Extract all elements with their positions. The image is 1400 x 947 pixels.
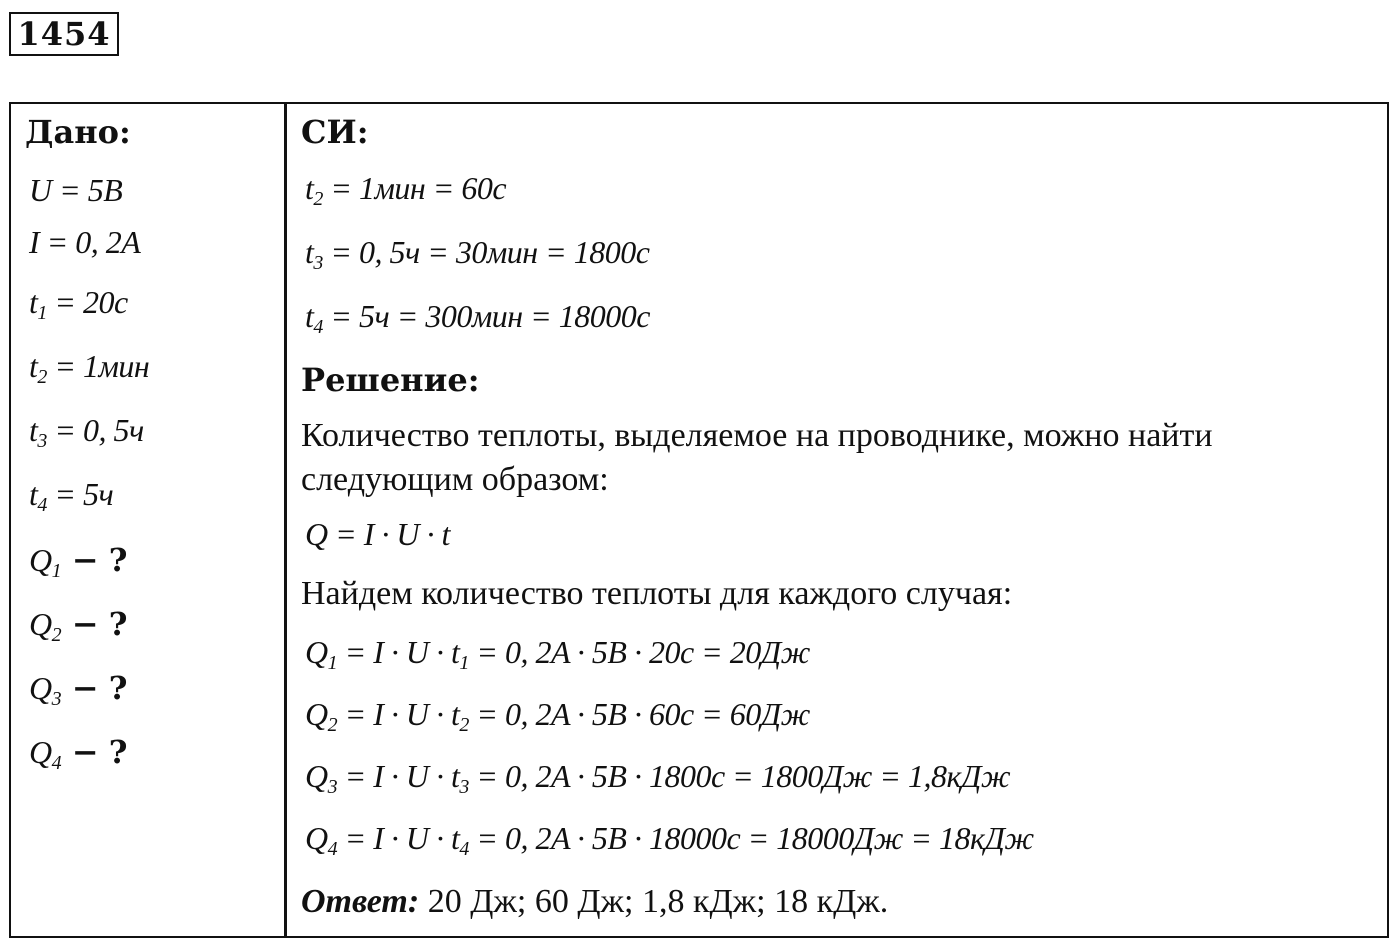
calc-q4: $Q_4 = I \cdot U \cdot t_4 = 0$, 2A · 5B · 18000c = 18000Дж = 18кДж <box>305 820 1034 860</box>
given-time-1: $t_1 = 20c$ <box>29 284 128 324</box>
column-divider <box>284 104 287 936</box>
given-current: I = 0, 2A <box>29 224 141 260</box>
given-voltage: U = 5B <box>29 172 123 208</box>
given-time-2: $t_2 = 1мин$ <box>29 348 150 388</box>
problem-number: 1454 <box>9 12 119 56</box>
answer-label: Ответ: <box>301 883 420 920</box>
calc-q2: $Q_2 = I \cdot U \cdot t_2 = 0$, 2A · 5B · 60c = 60Дж <box>305 696 810 736</box>
unknown-q1: $Q_1$ − ? <box>29 541 127 582</box>
solution-text-3: Найдем количество теплоты для каждого случая: <box>301 575 1013 612</box>
si-time-2: $t_2 = 1мин = 60c$ <box>305 170 507 210</box>
given-time-4: $t_4 = 5ч$ <box>29 476 114 516</box>
calc-q3: $Q_3 = I \cdot U \cdot t_3 = 0$, 2A · 5B · 1800c = 1800Дж = 1,8кДж <box>305 758 1011 798</box>
calc-q1: $Q_1 = I \cdot U \cdot t_1 = 0$, 2A · 5B · 20c = 20Дж <box>305 634 810 674</box>
si-time-3: $t_3 = 0$, 5ч = 30мин = 1800c <box>305 234 650 274</box>
solution-text-1: Количество теплоты, выделяемое на проводнике, можно найти <box>301 417 1213 454</box>
solution-table <box>9 102 1389 938</box>
si-time-4: $t_4 = 5ч = 300мин = 18000c$ <box>305 298 650 338</box>
given-time-3: $t_3 = 0$, 5ч <box>29 412 144 452</box>
unknown-q4: $Q_4$ − ? <box>29 733 127 774</box>
unknown-q3: $Q_3$ − ? <box>29 669 127 710</box>
solution-heading: Решение: <box>301 361 480 399</box>
given-heading: Дано: <box>25 113 131 151</box>
si-heading: СИ: <box>301 113 369 151</box>
answer-text: 20 Дж; 60 Дж; 1,8 кДж; 18 кДж. <box>419 883 889 920</box>
solution-text-2: следующим образом: <box>301 461 609 498</box>
answer-line <box>301 880 888 924</box>
main-formula: Q = I · U · t <box>305 516 450 552</box>
unknown-q2: $Q_2$ − ? <box>29 605 127 646</box>
